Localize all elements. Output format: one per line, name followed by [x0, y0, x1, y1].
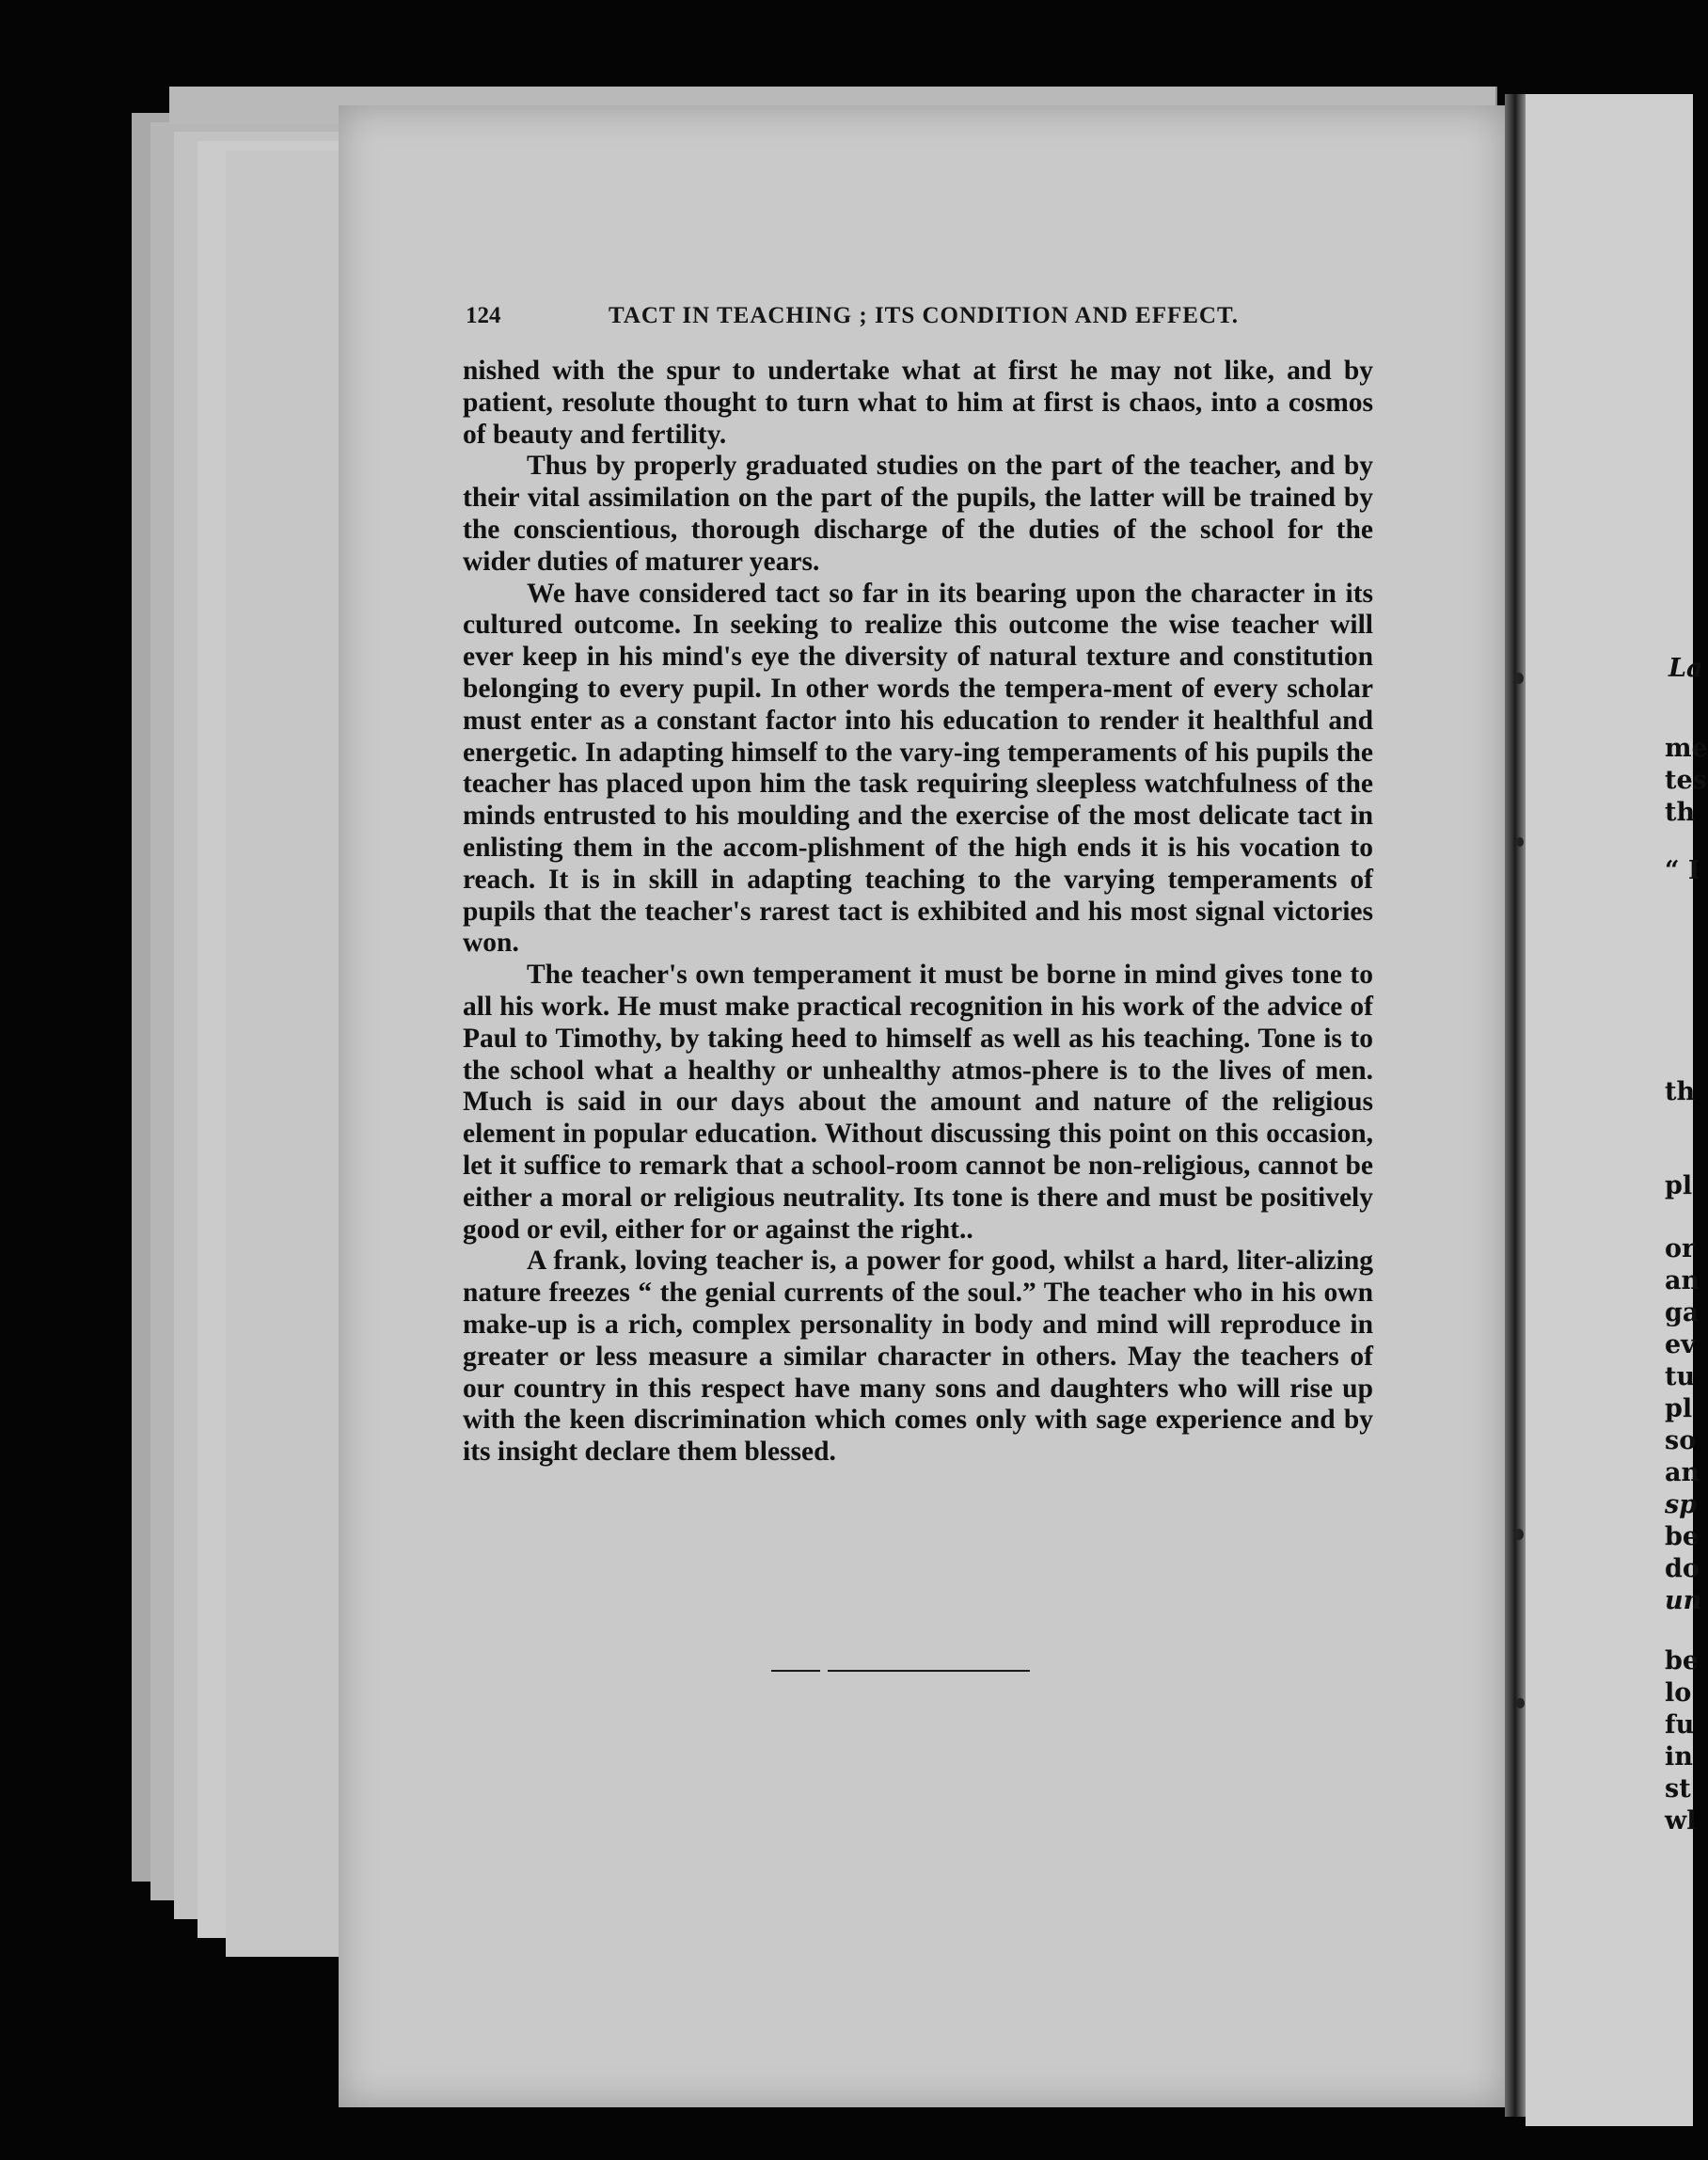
section-end-rule — [828, 1670, 1030, 1672]
facing-fragment: or — [1665, 1234, 1696, 1263]
facing-fragment: lo — [1665, 1678, 1692, 1707]
binding-thread-mark — [1514, 1529, 1524, 1540]
facing-fragment: be — [1665, 1646, 1700, 1676]
running-head — [466, 303, 1246, 335]
facing-page — [1526, 94, 1708, 2126]
facing-fragment: th — [1665, 798, 1696, 827]
binding-thread-mark — [1514, 673, 1524, 684]
facing-fragment: me — [1665, 734, 1708, 763]
binding-thread-mark — [1516, 837, 1524, 847]
paragraph: nished with the spur to undertake what at first he may not like, and by patient, resolute thought to turn what to him at first is chaos, into a cosmos of beauty and fertility. — [463, 356, 1373, 450]
paragraph: The teacher's own temperament it must be borne in mind gives tone to all his work. He must make practical recognition in his work of the advice of Paul to Timothy, by taking heed to himself as well as his teaching. Tone is to the school what a healthy or unhealthy atmos-phere is to the lives of men. Much is said in our days about the amount and nature of the religious element in popular education. Without discussing this point on this occasion, let it suffice to remark that a school-room cannot be non-religious, cannot be either a moral or religious neutrality. Its tone is there and must be positively good or evil, either for or against the right.. — [463, 960, 1373, 1245]
facing-fragment: sp — [1665, 1490, 1698, 1519]
paragraph: Thus by properly graduated studies on the part of the teacher, and by their vital assimilation on the part of the pupils, the latter will be trained by the conscientious, thorough discharge of the duties of the school for the wider duties of maturer years. — [463, 451, 1373, 577]
book-gutter — [1505, 94, 1526, 2117]
running-head-title: TACT IN TEACHING ; ITS CONDITION AND EFFECT. — [609, 303, 1240, 328]
facing-fragment: pl — [1665, 1394, 1693, 1423]
facing-fragment: an — [1665, 1458, 1700, 1487]
binding-thread-mark — [1516, 1698, 1525, 1708]
facing-fragment: an — [1665, 1266, 1700, 1295]
facing-fragment: in — [1665, 1742, 1693, 1771]
facing-fragment: wl — [1665, 1806, 1697, 1835]
facing-fragment: do — [1665, 1554, 1700, 1583]
facing-fragment: st — [1665, 1774, 1691, 1803]
paragraph: We have considered tact so far in its bearing upon the character in its cultured outcome. In seeking to realize this outcome the wise teacher will ever keep in his mind's eye the diversity of natural texture and constitution belonging to every pupil. In other words the tempera-ment of every scholar must enter as a constant factor into his education to render it healthful and energetic. In adapting himself to the vary-ing temperaments of his pupils the teacher has placed upon him the task requiring sleepless watchfulness of the minds entrusted to his moulding and the exercise of the most delicate tact in enlisting them in the accom-plishment of the high ends it is his vocation to reach. It is in skill in adapting teaching to the varying temperaments of pupils that the teacher's rarest tact is exhibited and his most signal victories won. — [463, 578, 1373, 959]
facing-fragment: ev — [1665, 1330, 1696, 1359]
facing-fragment: un — [1665, 1586, 1702, 1615]
paragraph: A frank, loving teacher is, a power for good, whilst a hard, liter-alizing nature freezes “ the genial currents of the soul.” The teacher who in his own make-up is a rich, complex personality in body and mind will reproduce in greater or less measure a similar character in others. May the teachers of our country in this respect have many sons and daughters who will rise up with the keen discrimination which comes only with sage experience and by its insight declare them blessed. — [463, 1246, 1373, 1468]
facing-fragment: tes — [1665, 766, 1707, 795]
section-end-rule — [771, 1670, 820, 1672]
facing-fragment: fu — [1665, 1710, 1695, 1739]
facing-fragment: th — [1665, 1077, 1696, 1106]
page-body-text — [463, 356, 1373, 1469]
facing-fragment: so — [1665, 1426, 1697, 1455]
facing-fragment: tu — [1665, 1362, 1696, 1391]
facing-fragment: La — [1668, 654, 1703, 683]
facing-fragment: be — [1665, 1522, 1700, 1551]
facing-fragment: pl — [1665, 1171, 1693, 1200]
facing-fragment: “ I — [1665, 856, 1700, 885]
page-number: 124 — [466, 303, 501, 328]
facing-fragment: ga — [1665, 1298, 1700, 1327]
